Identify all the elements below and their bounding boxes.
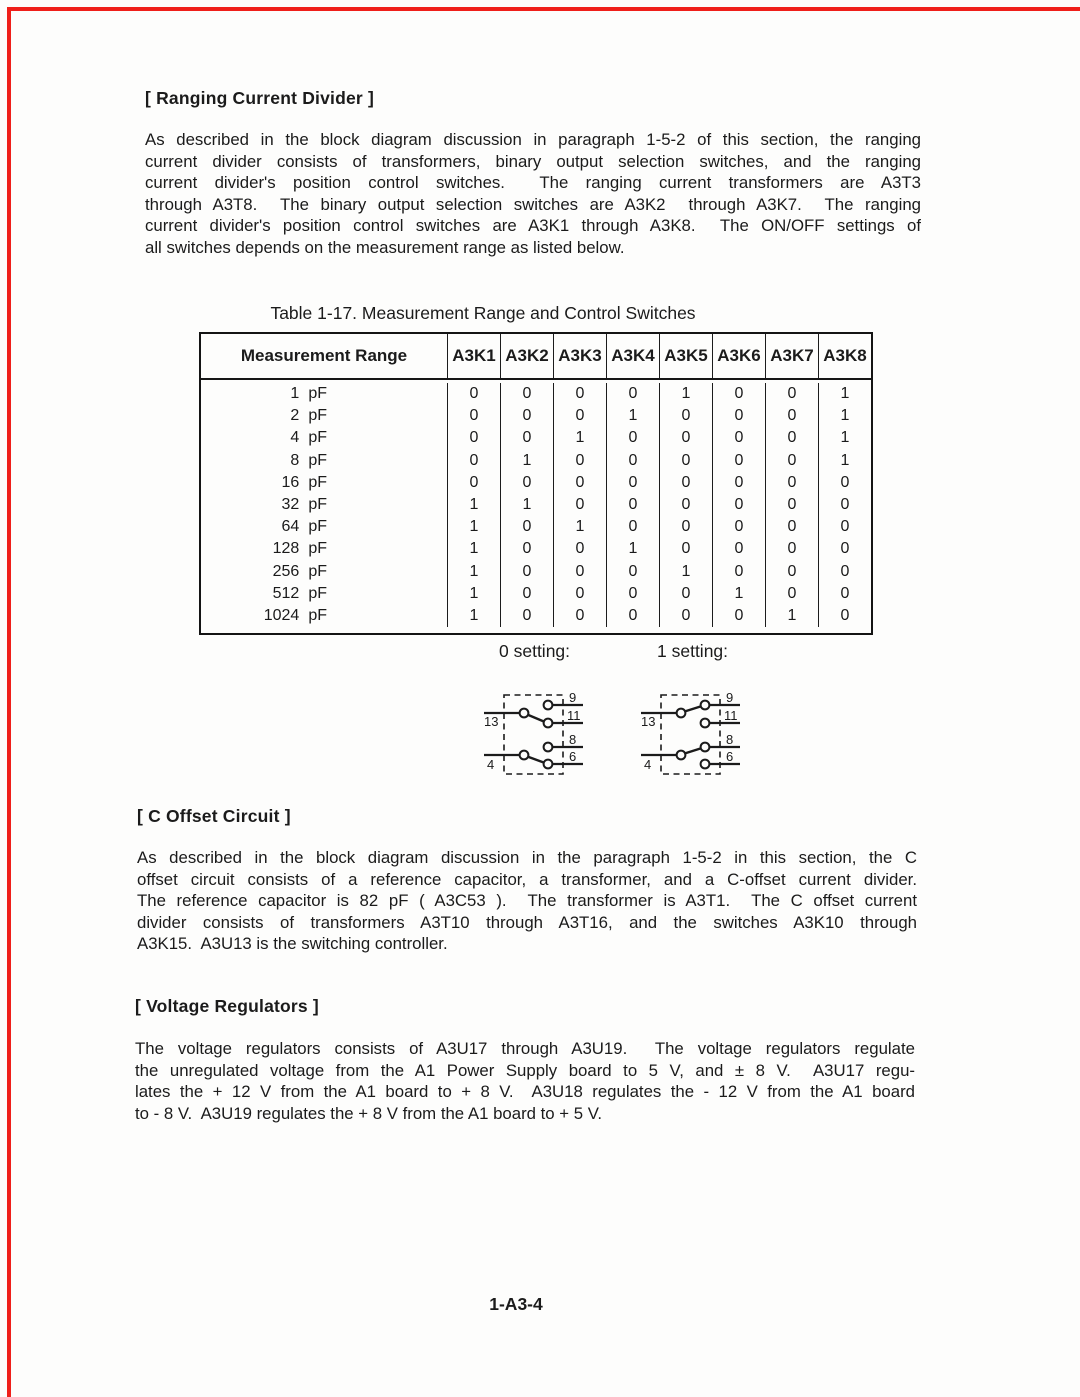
pin-label-9: 9 [726, 690, 734, 705]
switch-state-cell: 0 [606, 383, 659, 405]
row-label-32-pf [201, 494, 447, 516]
paragraph-line: through A3T8. The binary output selection switches are A3K2 through A3K7. The ranging [145, 194, 921, 214]
switch-state-cell: 0 [818, 472, 871, 494]
switch-state-cell: 0 [712, 405, 765, 427]
switch-state-cell: 0 [606, 427, 659, 449]
relay-dashed-outline [504, 695, 563, 774]
switch-state-cell: 0 [659, 605, 712, 627]
section-heading-voltage-regulators: [ Voltage Regulators ] [135, 996, 319, 1016]
switch-state-cell: 0 [659, 405, 712, 427]
pin-label-11: 11 [567, 708, 581, 723]
one-setting-label: 1 setting: [657, 641, 729, 661]
switch-state-cell: 0 [659, 427, 712, 449]
switch-state-cell: 1 [659, 561, 712, 583]
range-value: 4 [290, 429, 300, 447]
paragraph-line: The reference capacitor is 82 pF ( A3C53 ). The transformer is A3T1. The C offset current [137, 891, 917, 910]
column-header-a3k4: A3K4 [606, 334, 659, 378]
switch-state-cell: 1 [447, 494, 500, 516]
switch-state-cell: 0 [712, 605, 765, 627]
pin-label-6: 6 [726, 749, 734, 764]
paragraph-line: current divider's position control switches. The ranging current transformers are A3T3 [145, 173, 921, 192]
switch-state-cell: 1 [447, 605, 500, 627]
column-header-a3k6: A3K6 [712, 334, 765, 378]
row-label-512-pf [201, 583, 447, 605]
section-heading-ranging-current-divider: [ Ranging Current Divider ] [145, 88, 375, 108]
switch-state-cell: 0 [553, 561, 606, 583]
paragraph-line: to - 8 V. A3U19 regulates the + 8 V from the A1 board to + 5 V. [135, 1103, 603, 1123]
switch-state-cell: 0 [818, 605, 871, 627]
switch-state-cell: 1 [500, 450, 553, 472]
range-unit: pF [308, 562, 327, 580]
switch-state-cell: 0 [500, 383, 553, 405]
switch-state-cell: 0 [553, 494, 606, 516]
section-heading-c-offset-circuit: [ C Offset Circuit ] [137, 806, 291, 826]
column-header-measurement-range: Measurement Range [240, 346, 408, 365]
column-header-a3k7: A3K7 [765, 334, 818, 378]
column-header-a3k3: A3K3 [553, 334, 606, 378]
switch-state-cell: 0 [606, 450, 659, 472]
range-value: 1 [290, 385, 300, 403]
page-number: 1-A3-4 [489, 1294, 543, 1314]
switch-state-cell: 1 [447, 538, 500, 560]
range-value: 64 [281, 518, 300, 536]
switch-state-cell: 0 [606, 561, 659, 583]
relay-diagram-1-setting [637, 685, 749, 783]
switch-state-cell: 0 [500, 405, 553, 427]
switch-state-cell: 0 [553, 583, 606, 605]
range-value: 512 [272, 584, 300, 602]
paragraph-line: As described in the block diagram discussion in the paragraph 1-5-2 in this section, the C [137, 848, 917, 867]
switch-state-cell: 0 [765, 561, 818, 583]
switch-state-cell: 0 [712, 472, 765, 494]
switch-state-cell: 0 [712, 383, 765, 405]
row-label-2-pf [201, 405, 447, 427]
switch-state-cell: 0 [659, 450, 712, 472]
range-unit: pF [308, 385, 327, 403]
switch-state-cell: 0 [553, 383, 606, 405]
switch-state-cell: 0 [712, 516, 765, 538]
switch-state-cell: 0 [765, 383, 818, 405]
pin-label-6: 6 [569, 749, 577, 764]
switch-state-cell: 0 [659, 472, 712, 494]
table-caption: Table 1-17. Measurement Range and Control Switches [270, 303, 696, 323]
switch-state-cell: 0 [606, 472, 659, 494]
switch-state-cell: 0 [500, 605, 553, 627]
paragraph-line: the unregulated voltage from the A1 Power Supply board to 5 V, and ± 8 V. A3U17 regu- [135, 1060, 915, 1080]
switch-state-cell: 0 [553, 450, 606, 472]
range-unit: pF [308, 473, 327, 491]
paragraph-line: The voltage regulators consists of A3U17 through A3U19. The voltage regulators regulate [135, 1039, 915, 1058]
paragraph-c-offset-circuit [137, 847, 917, 955]
switch-state-cell: 0 [659, 494, 712, 516]
paragraph-line: current divider's position control switches are A3K1 through A3K8. The ON/OFF settings of [145, 216, 921, 235]
switch-state-cell: 0 [712, 450, 765, 472]
switch-state-cell: 0 [500, 516, 553, 538]
range-value: 1024 [263, 606, 300, 624]
switch-state-cell: 1 [447, 561, 500, 583]
switch-state-cell: 0 [712, 494, 765, 516]
row-label-4-pf [201, 427, 447, 449]
switch-state-cell: 1 [606, 405, 659, 427]
range-unit: pF [308, 606, 327, 624]
switch-state-cell: 1 [712, 583, 765, 605]
relay-diagram-0-setting [480, 685, 592, 783]
switch-state-cell: 1 [447, 583, 500, 605]
pin-label-8: 8 [726, 732, 734, 747]
row-label-1-pf [201, 383, 447, 405]
switch-state-cell: 0 [818, 561, 871, 583]
switch-state-cell: 0 [659, 583, 712, 605]
range-value: 128 [272, 540, 300, 558]
table-body [201, 380, 871, 633]
paragraph-line: current divider consists of transformers, binary output selection switches, and the ranging [145, 151, 921, 171]
paragraph-voltage-regulators [135, 1038, 915, 1124]
paragraph-ranging-current-divider [145, 129, 921, 258]
switch-state-cell: 0 [818, 583, 871, 605]
switch-state-cell: 0 [765, 405, 818, 427]
switch-state-cell: 0 [500, 472, 553, 494]
switch-state-cell: 1 [818, 405, 871, 427]
switch-state-cell: 0 [606, 583, 659, 605]
row-label-256-pf [201, 561, 447, 583]
range-value: 2 [290, 407, 300, 425]
range-unit: pF [308, 584, 327, 602]
row-label-1024-pf [201, 605, 447, 627]
range-value: 8 [290, 451, 300, 469]
switch-state-cell: 0 [500, 583, 553, 605]
range-unit: pF [308, 451, 327, 469]
column-header-a3k8: A3K8 [818, 334, 871, 378]
range-unit: pF [308, 540, 327, 558]
pin-label-8: 8 [569, 732, 577, 747]
range-unit: pF [308, 518, 327, 536]
column-header-a3k5: A3K5 [659, 334, 712, 378]
switch-state-cell: 0 [765, 427, 818, 449]
paragraph-line: divider consists of transformers A3T10 through A3T16, and the switches A3K10 through [137, 912, 917, 932]
row-label-16-pf [201, 472, 447, 494]
row-label-128-pf [201, 538, 447, 560]
switch-state-cell: 0 [765, 450, 818, 472]
pin-label-4: 4 [487, 757, 495, 772]
column-header-a3k2: A3K2 [500, 334, 553, 378]
switch-state-cell: 1 [606, 538, 659, 560]
switch-state-cell: 0 [500, 427, 553, 449]
switch-state-cell: 0 [606, 516, 659, 538]
red-margin-line-horizontal [7, 7, 1080, 11]
paragraph-line: A3K15. A3U13 is the switching controller. [137, 934, 448, 953]
switch-state-cell: 0 [818, 494, 871, 516]
switch-state-cell: 0 [447, 472, 500, 494]
switch-state-cell: 0 [712, 561, 765, 583]
row-label-8-pf [201, 450, 447, 472]
switch-state-cell: 1 [818, 427, 871, 449]
switch-state-cell: 0 [447, 450, 500, 472]
switch-state-cell: 0 [659, 516, 712, 538]
switch-state-cell: 0 [712, 427, 765, 449]
switch-state-cell: 0 [553, 472, 606, 494]
row-label-64-pf [201, 516, 447, 538]
range-unit: pF [308, 429, 327, 447]
range-unit: pF [308, 496, 327, 514]
pin-label-9: 9 [569, 690, 577, 705]
switch-state-cell: 0 [553, 538, 606, 560]
switch-state-cell: 0 [818, 516, 871, 538]
switch-state-cell: 0 [447, 427, 500, 449]
zero-setting-label: 0 setting: [499, 641, 571, 661]
column-header-a3k1: A3K1 [447, 334, 500, 378]
switch-state-cell: 0 [659, 538, 712, 560]
pin-label-11: 11 [724, 708, 738, 723]
switch-state-cell: 1 [447, 516, 500, 538]
paragraph-line: all switches depends on the measurement range as listed below. [145, 237, 625, 257]
switch-state-cell: 0 [765, 494, 818, 516]
red-margin-line-vertical [7, 7, 11, 1397]
switch-state-cell: 0 [606, 494, 659, 516]
pin-label-13: 13 [641, 714, 656, 729]
switch-state-cell: 0 [553, 605, 606, 627]
switch-state-cell: 0 [765, 583, 818, 605]
paragraph-line: As described in the block diagram discussion in paragraph 1-5-2 of this section, the ranging [145, 130, 921, 149]
switch-state-cell: 0 [765, 472, 818, 494]
relay-dashed-outline [661, 695, 720, 774]
range-value: 16 [281, 473, 300, 491]
measurement-range-table [199, 332, 873, 635]
paragraph-line: offset circuit consists of a reference capacitor, a transformer, and a C-offset current divider. [137, 869, 917, 889]
range-value: 256 [272, 562, 300, 580]
paragraph-line: lates the + 12 V from the A1 board to + 8 V. A3U18 regulates the - 12 V from the A1 board [135, 1082, 915, 1101]
switch-state-cell: 1 [659, 383, 712, 405]
switch-state-cell: 1 [765, 605, 818, 627]
pin-label-13: 13 [484, 714, 499, 729]
switch-state-cell: 1 [818, 450, 871, 472]
switch-state-cell: 0 [818, 538, 871, 560]
switch-state-cell: 0 [447, 383, 500, 405]
switch-state-cell: 1 [818, 383, 871, 405]
switch-state-cell: 0 [500, 561, 553, 583]
switch-state-cell: 1 [553, 516, 606, 538]
switch-state-cell: 0 [553, 405, 606, 427]
switch-state-cell: 1 [500, 494, 553, 516]
switch-state-cell: 0 [712, 538, 765, 560]
pin-label-4: 4 [644, 757, 652, 772]
switch-state-cell: 0 [765, 516, 818, 538]
table-header-row [201, 334, 871, 380]
range-unit: pF [308, 407, 327, 425]
switch-state-cell: 0 [606, 605, 659, 627]
switch-state-cell: 1 [553, 427, 606, 449]
switch-state-cell: 0 [447, 405, 500, 427]
range-value: 32 [281, 496, 300, 514]
switch-state-cell: 0 [500, 538, 553, 560]
switch-state-cell: 0 [765, 538, 818, 560]
